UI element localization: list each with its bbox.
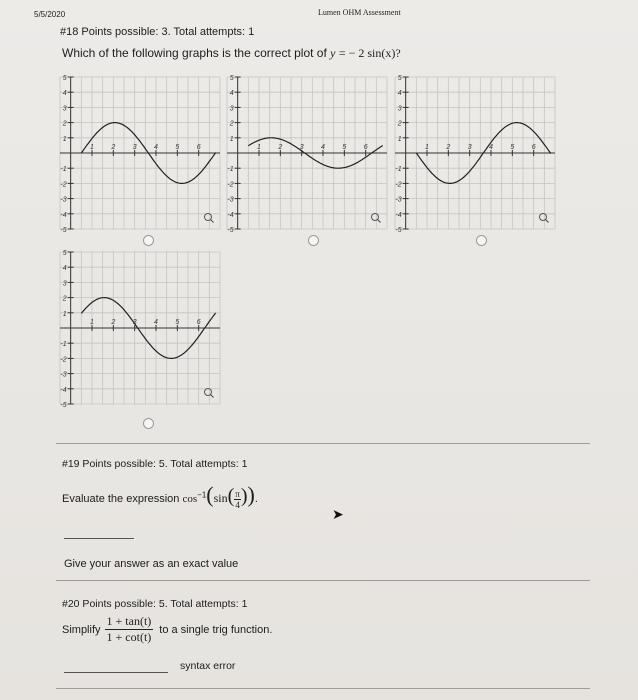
y-tick-label: -5 <box>60 227 67 233</box>
y-tick-label: -3 <box>60 371 67 379</box>
x-tick-label: 6 <box>196 144 201 151</box>
y-tick-label: -1 <box>60 166 67 174</box>
y-tick-label: -2 <box>227 181 234 189</box>
y-tick-label: -3 <box>227 196 234 204</box>
y-tick-label: 4 <box>62 90 67 98</box>
q19-tail: . <box>254 493 258 505</box>
y-tick-label: -3 <box>60 196 67 204</box>
x-tick-label: 2 <box>278 144 283 151</box>
y-tick-label: -5 <box>227 227 234 233</box>
y-tick-label: 5 <box>229 75 234 82</box>
x-tick-label: 6 <box>363 144 368 151</box>
y-tick-label: -3 <box>395 196 402 204</box>
zoom-icon-handle <box>211 395 214 398</box>
x-tick-label: 1 <box>257 144 261 151</box>
q20-prompt: Simplify <box>62 623 101 636</box>
q20-answer-input[interactable] <box>64 672 168 673</box>
zoom-icon-lens <box>372 214 379 221</box>
y-tick-label: 5 <box>62 75 67 82</box>
q18-eq-rhs: = − 2 sin(x)? <box>338 46 401 60</box>
x-tick-label: 5 <box>342 144 347 151</box>
graph-option-d <box>56 248 224 408</box>
x-tick-label: 6 <box>196 319 201 326</box>
q19-frac-num: π <box>235 488 240 499</box>
zoom-icon-handle <box>378 220 381 223</box>
y-tick-label: 3 <box>397 105 402 113</box>
q18-question <box>62 46 401 61</box>
x-tick-label: 3 <box>132 319 137 326</box>
y-tick-label: 1 <box>397 135 402 143</box>
separator <box>56 580 590 581</box>
graph-option-c <box>391 73 559 233</box>
y-tick-label: -1 <box>60 341 67 349</box>
y-tick-label: -4 <box>60 211 67 219</box>
y-tick-label: 2 <box>397 120 402 128</box>
zoom-icon-lens <box>205 214 212 221</box>
zoom-icon-handle <box>211 220 214 223</box>
q18-question-prefix: Which of the following graphs is the correct plot of <box>62 46 327 60</box>
q19-frac-den: 4 <box>235 499 240 510</box>
y-tick-label: 3 <box>62 105 67 113</box>
x-tick-label: 3 <box>467 144 472 151</box>
q20-error: syntax error <box>180 660 236 672</box>
y-tick-label: 3 <box>62 280 67 288</box>
y-tick-label: 5 <box>397 75 402 82</box>
y-tick-label: -4 <box>395 211 402 219</box>
q19-func: cos <box>182 493 198 505</box>
x-tick-label: 4 <box>489 144 493 151</box>
zoom-icon-handle <box>546 220 549 223</box>
x-tick-label: 5 <box>510 144 515 151</box>
y-tick-label: -4 <box>227 211 234 219</box>
q19-sup: −1 <box>197 490 207 500</box>
x-tick-label: 1 <box>90 144 94 151</box>
q19-prompt: Evaluate the expression <box>62 493 180 505</box>
y-tick-label: 3 <box>229 105 234 113</box>
x-tick-label: 3 <box>132 144 137 151</box>
y-tick-label: -1 <box>227 166 234 174</box>
q19-heading: #19 Points possible: 5. Total attempts: 1 <box>62 458 248 470</box>
radio-option-d[interactable] <box>143 418 154 429</box>
y-tick-label: 4 <box>397 90 402 98</box>
y-tick-label: -5 <box>60 402 67 408</box>
y-tick-label: 4 <box>62 265 67 273</box>
y-tick-label: 2 <box>229 120 234 128</box>
x-tick-label: 2 <box>111 144 116 151</box>
print-title: Lumen OHM Assessment <box>318 8 401 17</box>
q20-numerator: 1 + tan(t) <box>106 614 152 628</box>
x-tick-label: 4 <box>154 319 158 326</box>
x-tick-label: 3 <box>299 144 304 151</box>
x-tick-label: 1 <box>425 144 429 151</box>
x-tick-label: 2 <box>446 144 451 151</box>
y-tick-label: -5 <box>395 227 402 233</box>
x-tick-label: 1 <box>90 319 94 326</box>
q18-heading: #18 Points possible: 3. Total attempts: 1 <box>60 26 255 38</box>
x-tick-label: 6 <box>531 144 536 151</box>
y-tick-label: 2 <box>62 120 67 128</box>
q20-denominator: 1 + cot(t) <box>106 630 152 644</box>
y-tick-label: -4 <box>60 386 67 394</box>
separator <box>56 443 590 444</box>
radio-option-c[interactable] <box>476 235 487 246</box>
zoom-icon-lens <box>540 214 547 221</box>
radio-option-b[interactable] <box>308 235 319 246</box>
radio-option-a[interactable] <box>143 235 154 246</box>
x-tick-label: 2 <box>111 319 116 326</box>
q20-heading: #20 Points possible: 5. Total attempts: 1 <box>62 598 248 610</box>
q19-question: Evaluate the expression $\cos^{-1}(\sin$( $\frac{\pi}{4}$ )). <box>62 482 258 510</box>
y-tick-label: -2 <box>60 181 67 189</box>
x-tick-label: 5 <box>175 144 180 151</box>
y-tick-label: 1 <box>62 310 67 318</box>
q19-hint: Give your answer as an exact value <box>64 558 239 570</box>
mouse-cursor-icon: ➤ <box>332 506 344 522</box>
y-tick-label: 2 <box>62 295 67 303</box>
y-tick-label: 5 <box>62 250 67 257</box>
q20-suffix: to a single trig function. <box>159 623 273 636</box>
y-tick-label: -2 <box>60 356 67 364</box>
zoom-icon-lens <box>205 389 212 396</box>
y-tick-label: -1 <box>395 166 402 174</box>
y-tick-label: -2 <box>395 181 402 189</box>
q19-inner-func: sin <box>213 491 228 505</box>
y-tick-label: 1 <box>229 135 234 143</box>
graph-option-b <box>223 73 391 233</box>
separator <box>56 688 590 689</box>
q20-question <box>62 614 272 645</box>
x-tick-label: 5 <box>175 319 180 326</box>
q19-answer-input[interactable] <box>64 538 134 539</box>
y-tick-label: 1 <box>62 135 67 143</box>
graph-option-a <box>56 73 224 233</box>
x-tick-label: 4 <box>321 144 325 151</box>
x-tick-label: 4 <box>154 144 158 151</box>
print-date: 5/5/2020 <box>34 10 66 19</box>
y-tick-label: 4 <box>229 90 234 98</box>
q18-eq-lhs: y <box>330 46 336 60</box>
